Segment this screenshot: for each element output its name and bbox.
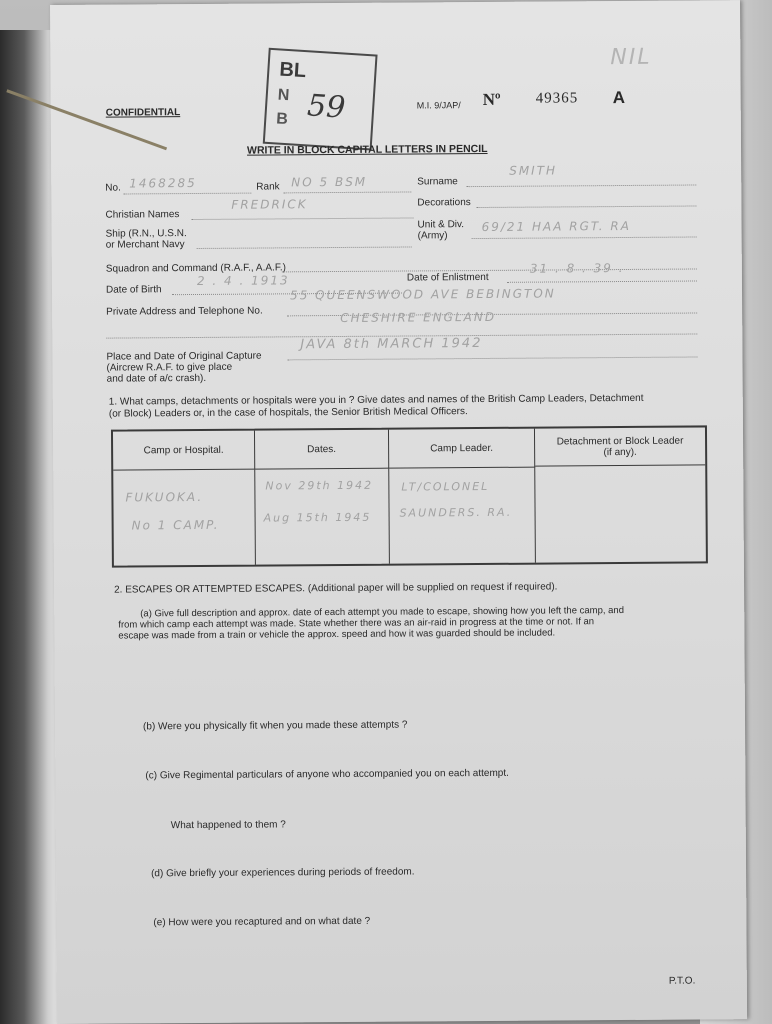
col-detachment-header: Detachment or Block Leader (if any). [535, 427, 705, 466]
unit-line [472, 236, 697, 239]
leader-value-1: LT/COLONEL [401, 479, 490, 494]
capture-label-1: Place and Date of Original Capture [106, 350, 262, 363]
squadron-label: Squadron and Command (R.A.F., A.A.F.) [105, 262, 286, 275]
form-number: 49365 [535, 90, 579, 107]
cell-leader [389, 468, 536, 564]
decorations-line [476, 205, 696, 208]
q2-c-sub: What happened to them ? [170, 819, 286, 832]
capture-label-3: and date of a/c crash). [106, 372, 207, 385]
unit-value: 69/21 HAA RGT. RA [481, 218, 631, 234]
enlistment-label: Date of Enlistment [406, 271, 489, 284]
capture-line [287, 356, 697, 360]
date-value-2: Aug 15th 1945 [263, 510, 372, 525]
confidential-label: CONFIDENTIAL [105, 107, 181, 119]
address-label: Private Address and Telephone No. [106, 305, 263, 318]
ship-label-1: Ship (R.N., U.S.N. [105, 228, 187, 240]
q2-b: (b) Were you physically fit when you made these attempts ? [143, 719, 408, 733]
number-label: Nº [482, 89, 501, 109]
surname-label: Surname [417, 176, 458, 188]
q2-a-line-3: escape was made from a train or vehicle the approx. speed and how it was guarded should be included. [118, 627, 556, 642]
capture-value: JAVA 8th MARCH 1942 [300, 335, 483, 353]
rank-label: Rank [256, 181, 280, 193]
archive-stamp [263, 48, 378, 151]
dob-value: 2 . 4 . 1913 [196, 273, 290, 288]
leader-value-2: SAUNDERS. RA. [399, 505, 513, 520]
stamp-line-3: B [275, 110, 289, 129]
service-no-line [123, 193, 251, 195]
ship-label-2: or Merchant Navy [105, 239, 185, 251]
service-no-label: No. [105, 182, 121, 194]
dob-label: Date of Birth [105, 284, 162, 296]
camps-table [111, 425, 708, 567]
col-leader-header: Camp Leader. [389, 429, 535, 469]
unit-label-2: (Army) [417, 230, 448, 242]
mi-reference: M.I. 9/JAP/ [416, 100, 461, 111]
camp-value-1: FUKUOKA. [125, 489, 204, 505]
christian-names-line [191, 217, 413, 220]
stamp-line-1: BL [278, 58, 307, 83]
pto-label: P.T.O. [668, 975, 696, 987]
q2-title: 2. ESCAPES OR ATTEMPTED ESCAPES. (Additional paper will be supplied on request if required). [114, 581, 558, 596]
christian-names-value: FREDRICK [231, 197, 308, 212]
decorations-label: Decorations [417, 197, 471, 209]
q2-d: (d) Give briefly your experiences during periods of freedom. [151, 866, 415, 880]
capture-label-2: (Aircrew R.A.F. to give place [106, 361, 233, 374]
q2-e: (e) How were you recaptured and on what date ? [153, 915, 371, 929]
enlistment-value: 31 . 8 . 39 . [529, 260, 625, 276]
q2-c: (c) Give Regimental particulars of anyone who accompanied you on each attempt. [145, 767, 509, 782]
surname-line [466, 184, 696, 187]
christian-names-label: Christian Names [105, 209, 180, 221]
squadron-line [282, 268, 697, 272]
col-camp-header: Camp or Hospital. [113, 431, 255, 471]
nil-note: NIL [610, 44, 652, 71]
cell-detachment [535, 466, 706, 562]
rank-value: NO 5 BSM [291, 174, 368, 190]
surname-value: SMITH [509, 163, 558, 178]
q2-a-line-1: (a) Give full description and approx. date of each attempt you made to escape, showing how you left the camp, and [140, 605, 625, 620]
form-suffix: A [612, 87, 626, 108]
q1-text-1: 1. What camps, detachments or hospitals were you in ? Give dates and names of the British Camp Leaders, Detachment [108, 392, 644, 408]
service-no-value: 1468285 [129, 175, 197, 191]
address-value-2: CHESHIRE ENGLAND [340, 309, 497, 325]
camp-value-2: No 1 CAMP. [131, 517, 220, 533]
rank-line [283, 191, 411, 193]
cell-camp [113, 470, 256, 566]
instruction-heading: WRITE IN BLOCK CAPITAL LETTERS IN PENCIL [246, 142, 488, 157]
enlistment-line [507, 280, 697, 282]
stamp-scrawl: 59 [306, 88, 347, 126]
unit-label-1: Unit & Div. [417, 219, 465, 231]
q1-text-2: (or Block) Leaders or, in the case of hospitals, the Senior British Medical Officers. [108, 406, 468, 420]
q2-a-line-2: from which camp each attempt was made. State whether there was an air-raid in progress at the time or not. If an [118, 616, 595, 631]
stamp-line-2: N [277, 86, 290, 105]
date-value-1: Nov 29th 1942 [265, 478, 374, 493]
cell-dates [255, 469, 390, 565]
address-value-1: 55 QUEENSWOOD AVE BEBINGTON [289, 286, 556, 303]
ship-line [197, 246, 412, 249]
col-dates-header: Dates. [255, 430, 389, 470]
